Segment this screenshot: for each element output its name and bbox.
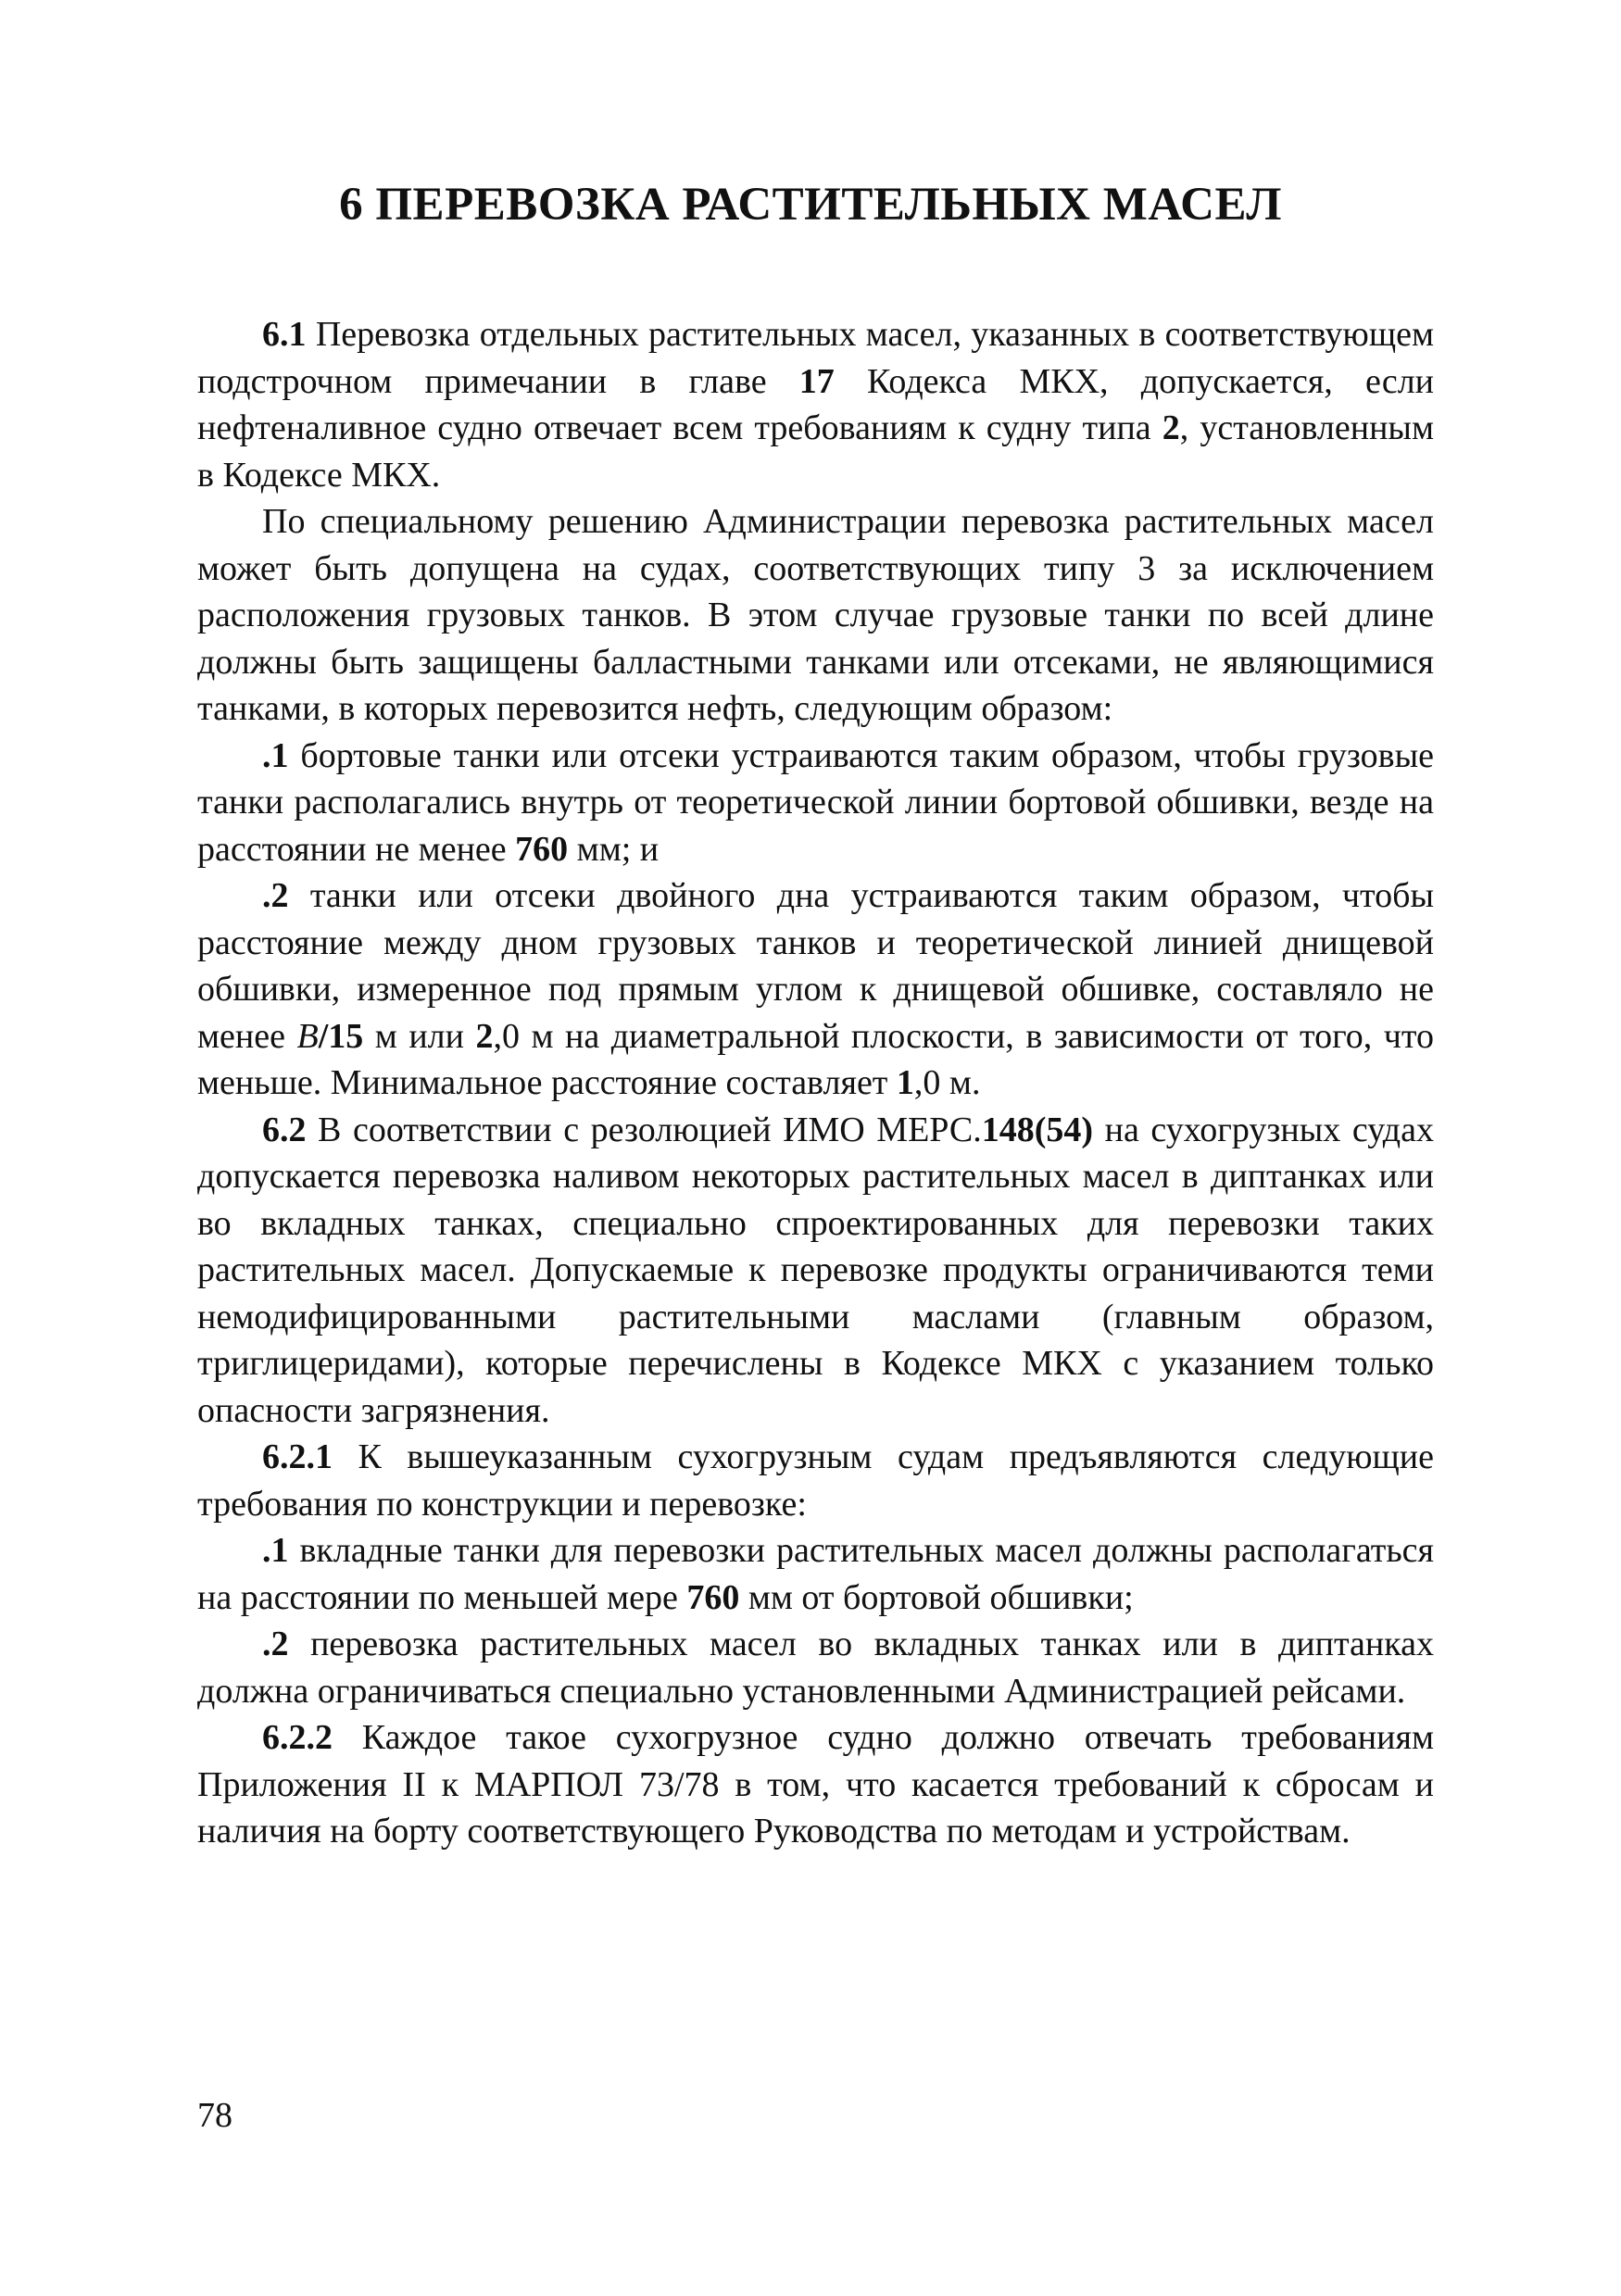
paragraph-6-2-2: 6.2.2 Каждое такое сухогрузное судно должно отвечать требованиям Приложения II к МАРПОЛ 73/78 в том, что касается требований к сбросам и наличия на борту соответствующего Руководства по методам и устройствам.	[197, 1718, 1434, 1851]
item-number: .2	[262, 1625, 289, 1663]
clause-number: 6.2	[262, 1110, 307, 1149]
paragraph-administration: По специальному решению Администрации перевозка растительных масел может быть допущена на судах, соответствующих типу 3 за исключением расположения грузовых танков. В этом случае грузовые танки по всей длине должны быть защищены балластными танками или отсеками, не являющимися танками, в которых перевозится нефть, следующим образом:	[197, 502, 1434, 728]
clause-number: 6.2.1	[262, 1437, 333, 1476]
clause-number: 6.1	[262, 315, 307, 354]
item-number: .1	[262, 1531, 289, 1570]
list-item-1-independent-tanks: .1 вкладные танки для перевозки растительных масел должны располагаться на расстоянии по меньшей мере 760 мм от бортовой обшивки;	[197, 1531, 1434, 1617]
item-number: .1	[262, 735, 289, 775]
page-number: 78	[197, 2096, 232, 2135]
paragraph-6-2-1: 6.2.1 К вышеуказанным сухогрузным судам предъявляются следующие требования по конструкции и перевозке:	[197, 1437, 1434, 1524]
item-number: .2	[262, 876, 289, 915]
clause-number: 6.2.2	[262, 1718, 333, 1757]
section-title: 6 ПЕРЕВОЗКА РАСТИТЕЛЬНЫХ МАСЕЛ	[339, 179, 1282, 231]
list-item-2-voyages: .2 перевозка растительных масел во вкладных танках или в диптанках должна ограничиваться специально установленными Администрацией рейсами.	[197, 1625, 1434, 1711]
document-body	[197, 311, 1434, 1855]
list-item-2-double-bottom: .2 танки или отсеки двойного дна устраиваются таким образом, чтобы расстояние между дном грузовых танков и теоретической линией днищевой обшивки, измеренное под прямым углом к днищевой обшивке, составляло не менее B/15 м или 2,0 м на диаметральной плоскости, в зависимости от того, что меньше. Минимальное расстояние составляет 1,0 м.	[197, 876, 1434, 1102]
paragraph-6-2: 6.2 В соответствии с резолюцией ИМО МЕРС.148(54) на сухогрузных судах допускается перевозка наливом некоторых растительных масел в диптанках или во вкладных танках, специально спроектированных для перевозки таких растительных масел. Допускаемые к перевозке продукты ограничиваются теми немодифицированными растительными маслами (главным образом, триглицеридами), которые перечислены в Кодексе МКХ с указанием только опасности загрязнения.	[197, 1110, 1434, 1430]
paragraph-6-1: 6.1 Перевозка отдельных растительных масел, указанных в соответствующем подстрочном примечании в главе 17 Кодекса МКХ, допускается, если нефтеналивное судно отвечает всем требованиям к судну типа 2, установленным в Кодексе МКХ.	[197, 315, 1434, 495]
list-item-1-side-tanks: .1 бортовые танки или отсеки устраиваются таким образом, чтобы грузовые танки располагались внутрь от теоретической линии бортовой обшивки, везде на расстоянии не менее 760 мм; и	[197, 735, 1434, 869]
